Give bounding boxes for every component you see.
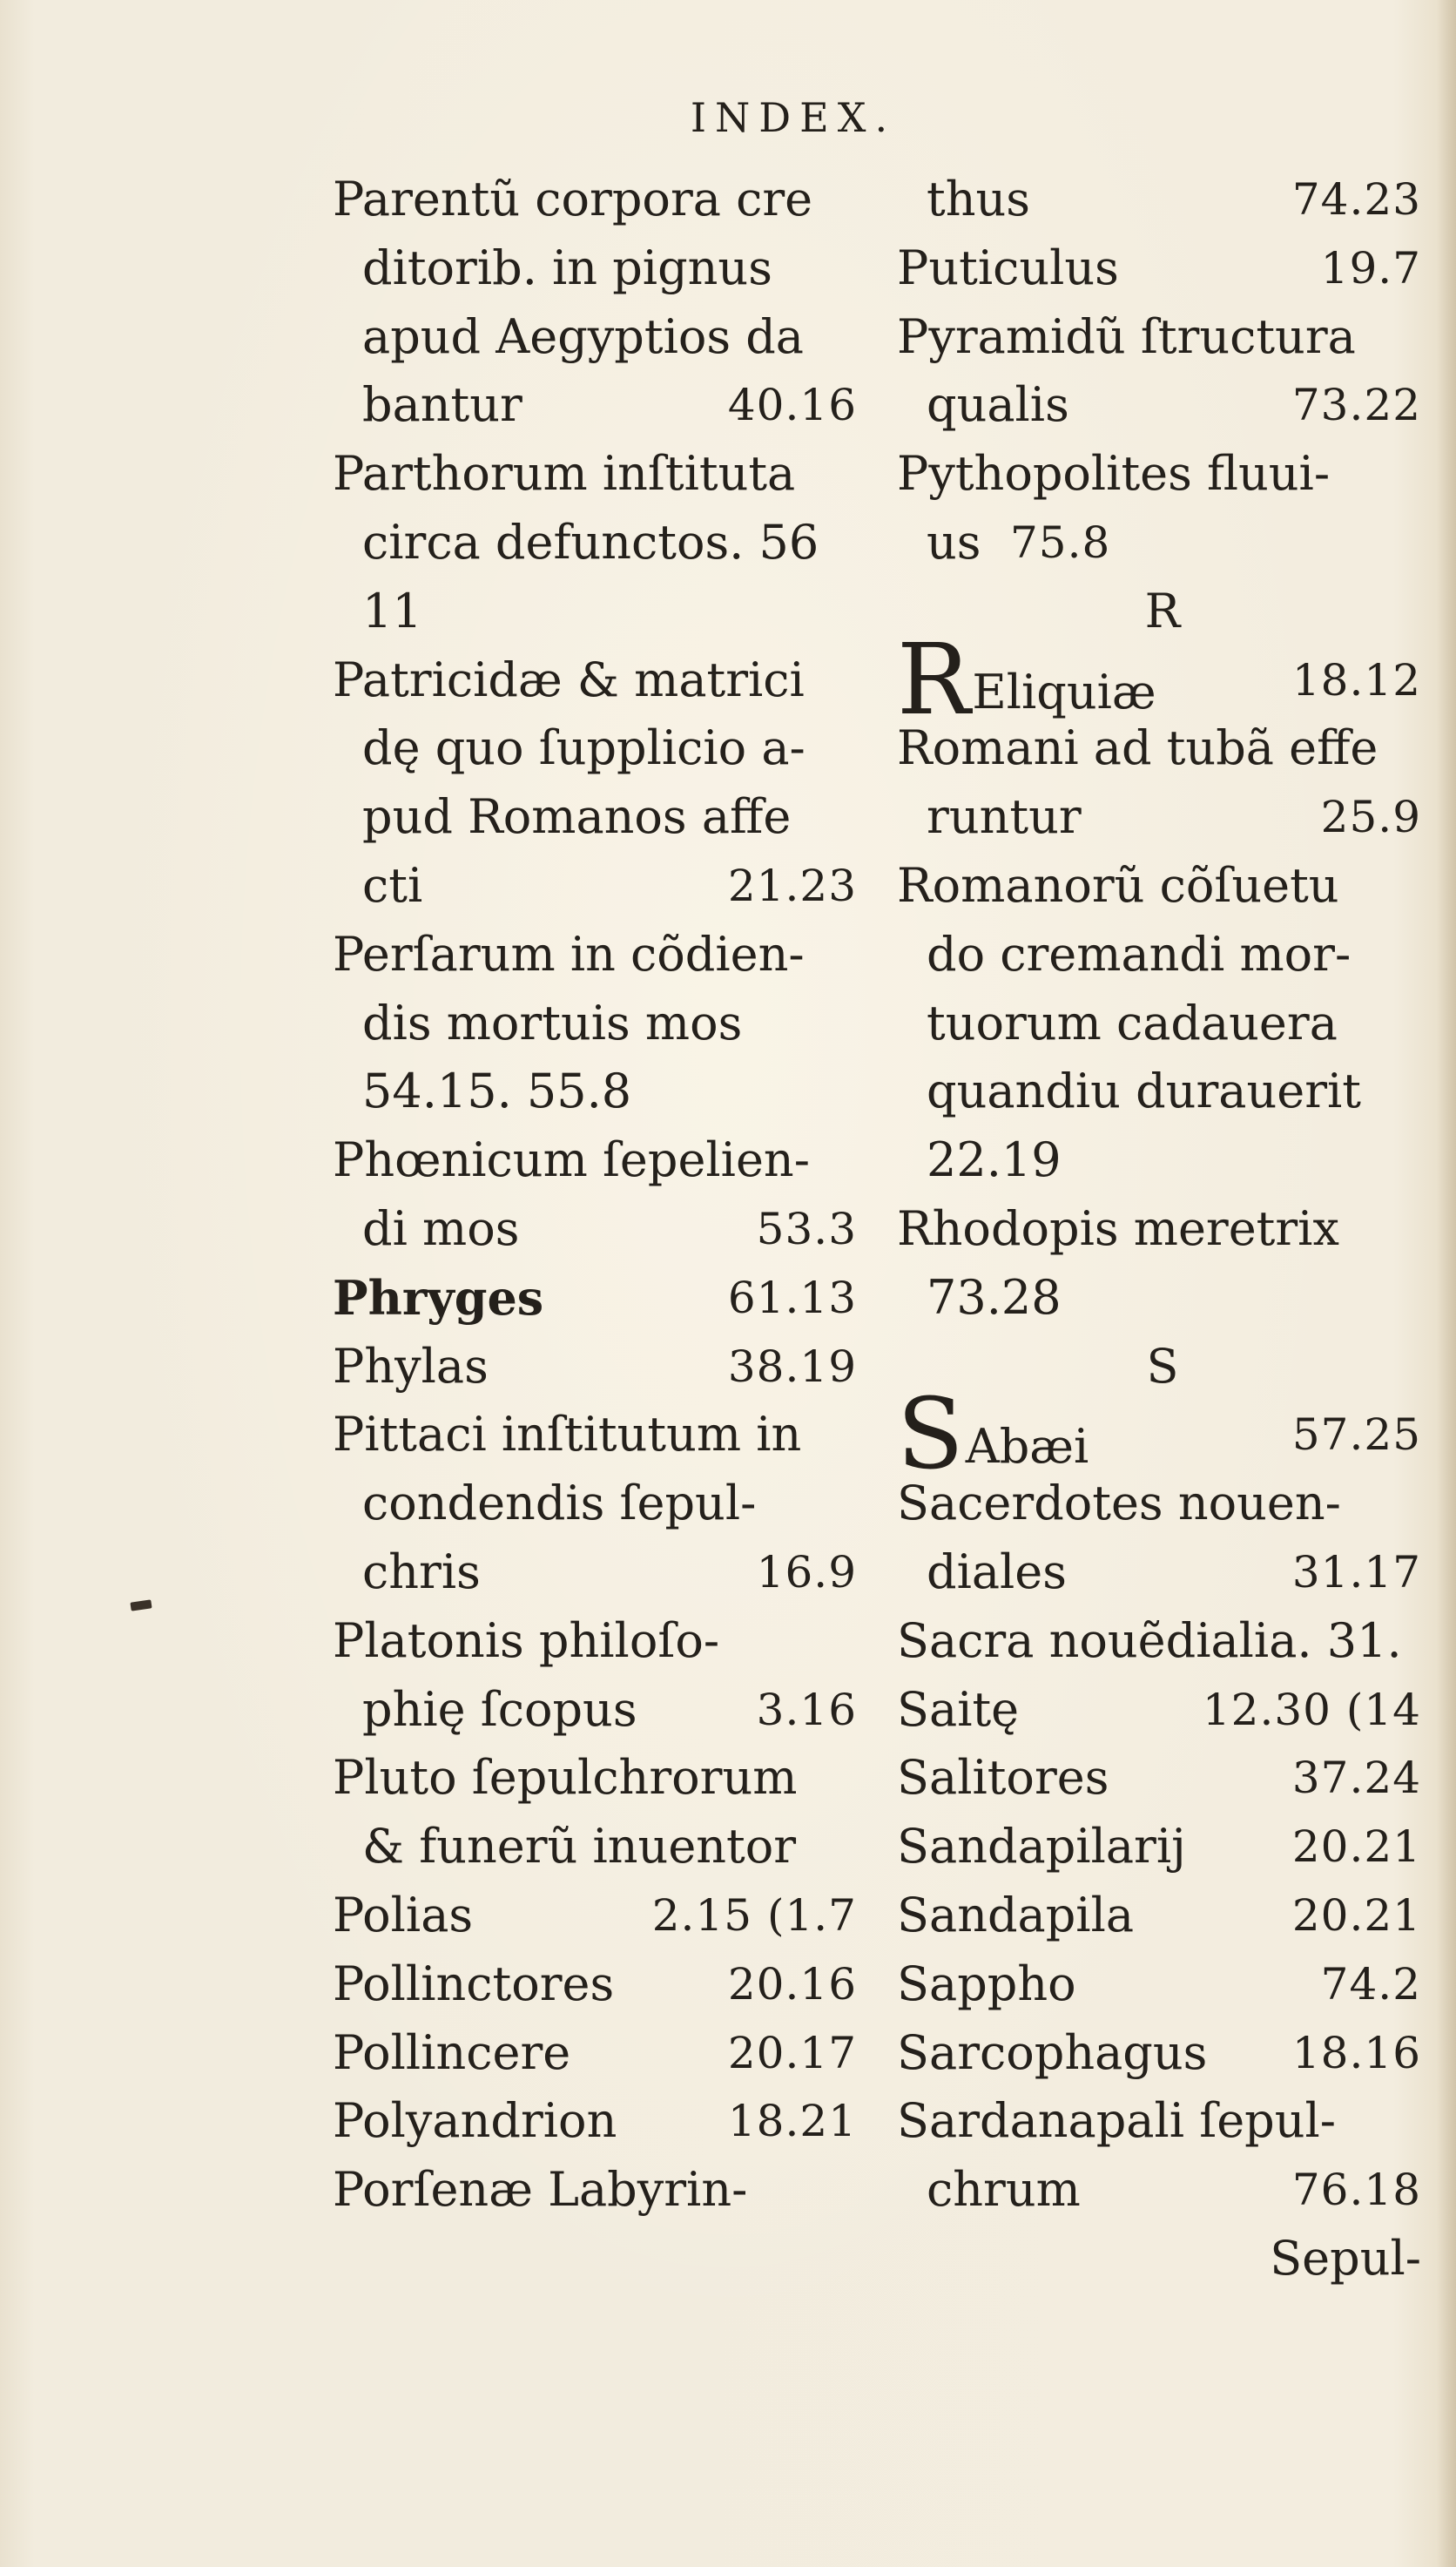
index-entry-continuation <box>897 166 1428 234</box>
index-entry-continuation <box>333 234 864 303</box>
index-entry-line <box>333 440 864 509</box>
page-reference: 18.21 <box>727 2096 857 2147</box>
entry-text: 11 <box>362 583 422 638</box>
page-reference: 53.3 <box>756 1203 857 1254</box>
index-entry-line <box>333 921 864 990</box>
page-reference: 20.16 <box>727 1958 857 2010</box>
entry-text: circa defunctos. 56 <box>362 514 819 570</box>
index-entry-line <box>897 1607 1428 1676</box>
entry-text: qualis <box>927 377 1069 433</box>
index-entry-line <box>897 852 1428 921</box>
index-entry-continuation <box>897 1538 1428 1607</box>
entry-text: Romanorũ cõſuetu <box>897 857 1339 913</box>
page-edge-shadow <box>1437 0 1456 2567</box>
entry-text: runtur <box>927 789 1082 845</box>
index-entry-continuation <box>897 2156 1428 2225</box>
page-reference: 75.8 <box>1010 517 1111 568</box>
entry-text: & funerũ inuentor <box>362 1819 797 1875</box>
entry-text: Sardanapali ſepul- <box>897 2093 1337 2149</box>
page-reference: 38.19 <box>727 1341 857 1392</box>
entry-text: thus <box>927 172 1030 226</box>
index-entry-continuation <box>333 1195 864 1264</box>
index-entry-continuation <box>333 371 864 440</box>
index-entry-line <box>333 1264 864 1333</box>
index-entry-line <box>333 1126 864 1195</box>
index-entry-line <box>333 1744 864 1813</box>
entry-text: Porſenæ Labyrin- <box>333 2162 748 2218</box>
page-reference: 74.2 <box>1320 1958 1421 2010</box>
entry-text: 73.28 <box>927 1269 1062 1325</box>
entry-text: Sacerdotes nouen- <box>897 1476 1341 1531</box>
entry-text: Sarcophagus <box>897 2024 1208 2080</box>
entry-text: Perſarum in cõdien- <box>333 926 805 982</box>
page-reference: 20.17 <box>727 2027 857 2078</box>
entry-text: chris <box>362 1544 481 1599</box>
entry-text: condendis ſepul- <box>362 1476 757 1531</box>
entry-text: Pollinctores <box>333 1956 615 2011</box>
index-entry-line <box>897 303 1428 372</box>
index-entry-continuation <box>897 1126 1428 1195</box>
page-reference: 20.21 <box>1291 1821 1421 1873</box>
entry-text: Eliquiæ <box>972 664 1156 719</box>
entry-text: apud Aegyptios da <box>362 308 804 364</box>
page-reference: 20.21 <box>1291 1889 1421 1941</box>
entry-text: Platonis philoſo- <box>333 1612 720 1668</box>
entry-text: Pluto ſepulchrorum <box>333 1750 798 1806</box>
entry-text: Phryges <box>333 1269 544 1326</box>
entry-text: Polyandrion <box>333 2093 617 2149</box>
entry-text: Phylas <box>333 1338 489 1394</box>
entry-text: Saitę <box>897 1681 1020 1737</box>
entry-text: dę quo ſupplicio a- <box>362 720 806 776</box>
entry-text: Parthorum inſtituta <box>333 446 796 502</box>
index-entry-line <box>333 2087 864 2156</box>
entry-text: Phœnicum ſepelien- <box>333 1132 810 1188</box>
section-letter-heading <box>897 1333 1428 1402</box>
index-entry-continuation <box>333 578 864 646</box>
page-reference: 3.16 <box>756 1684 857 1735</box>
entry-text: quandiu durauerit <box>927 1064 1361 1119</box>
entry-text: us <box>927 514 981 570</box>
entry-text: Patricidæ & matrici <box>333 652 805 707</box>
page-reference: 74.23 <box>1291 174 1421 225</box>
page-reference: 31.17 <box>1291 1546 1421 1598</box>
catchword <box>897 2225 1428 2293</box>
entry-text: Parentũ corpora cre <box>333 172 813 226</box>
entry-text: S <box>1146 1338 1179 1394</box>
index-entry-continuation <box>333 990 864 1058</box>
entry-text: Pythopolites fluui- <box>897 446 1331 502</box>
index-entry-line <box>897 2087 1428 2156</box>
entry-text: cti <box>362 857 423 913</box>
index-entry-line <box>897 1744 1428 1813</box>
index-entry-line <box>333 2019 864 2088</box>
index-entry-continuation <box>897 783 1428 852</box>
entry-text: phię ſcopus <box>362 1681 637 1737</box>
page-reference: 25.9 <box>1320 792 1421 843</box>
index-entry-line <box>333 2156 864 2225</box>
entry-text: di mos <box>362 1200 520 1256</box>
index-entry-continuation <box>333 303 864 372</box>
index-entry-line <box>897 440 1428 509</box>
page-reference: 76.18 <box>1291 2165 1421 2216</box>
page-reference: 18.16 <box>1291 2027 1421 2078</box>
index-entry-line <box>333 1950 864 2019</box>
index-entry-line <box>897 623 1428 737</box>
entry-text: Polias <box>333 1887 474 1942</box>
index-entry-line <box>333 1607 864 1676</box>
drop-capital: S <box>897 1378 964 1492</box>
index-entry-line <box>897 1378 1428 1492</box>
section-letter-heading <box>897 578 1428 646</box>
entry-text: do cremandi mor- <box>927 926 1352 982</box>
entry-text: pud Romanos affe <box>362 789 792 845</box>
entry-text: Romani ad tubã effe <box>897 720 1378 776</box>
index-entry-line <box>333 1401 864 1469</box>
entry-text: Sappho <box>897 1956 1076 2011</box>
index-entry-continuation <box>333 1469 864 1538</box>
entry-text: dis mortuis mos <box>362 995 743 1050</box>
index-entry-line <box>897 234 1428 303</box>
entry-text: Puticulus <box>897 240 1119 295</box>
entry-text: diales <box>927 1544 1067 1599</box>
index-entry-line <box>897 1195 1428 1264</box>
entry-text: Pittaci inſtitutum in <box>333 1407 802 1463</box>
entry-text: Pollincere <box>333 2024 571 2080</box>
page-reference: 12.30 (14 <box>1202 1684 1421 1735</box>
index-entry-continuation <box>333 1538 864 1607</box>
entry-text: Sacra nouẽdialia. 31. <box>897 1612 1402 1668</box>
index-entry-line <box>897 714 1428 783</box>
entry-text: Sandapilarij <box>897 1819 1186 1875</box>
index-entry-continuation <box>333 783 864 852</box>
page-reference: 57.25 <box>1291 1409 1421 1461</box>
index-entry-line <box>333 166 864 234</box>
page-reference: 37.24 <box>1291 1753 1421 1804</box>
index-entry-line <box>897 1469 1428 1538</box>
entry-text: Pyramidũ ſtructura <box>897 308 1356 364</box>
index-entry-line <box>897 2019 1428 2088</box>
index-entry-continuation <box>897 990 1428 1058</box>
page-reference: 73.22 <box>1291 380 1421 431</box>
page-reference: 18.12 <box>1291 654 1421 706</box>
entry-text: tuorum cadauera <box>927 995 1338 1050</box>
entry-text: 54.15. 55.8 <box>362 1064 632 1119</box>
entry-text: Rhodopis meretrix <box>897 1200 1339 1256</box>
drop-capital: R <box>897 623 971 737</box>
index-entry-continuation <box>897 371 1428 440</box>
index-entry-line <box>333 646 864 715</box>
entry-text: Sandapila <box>897 1887 1135 1942</box>
page-reference: 61.13 <box>727 1272 857 1323</box>
index-entry-continuation <box>333 509 864 578</box>
entry-text: ditorib. in pignus <box>362 240 772 295</box>
index-column-left <box>333 166 864 2225</box>
running-header: INDEX. <box>690 94 897 141</box>
page-reference: 19.7 <box>1320 242 1421 294</box>
index-entry-line <box>333 1881 864 1950</box>
entry-text: chrum <box>927 2162 1081 2218</box>
index-entry-line <box>897 1676 1428 1745</box>
index-entry-continuation <box>897 921 1428 990</box>
index-entry-continuation <box>333 714 864 783</box>
index-entry-line <box>897 1813 1428 1881</box>
index-entry-continuation <box>897 509 1428 578</box>
page-reference: 16.9 <box>756 1546 857 1598</box>
entry-text: 22.19 <box>927 1132 1062 1188</box>
entry-text: Abæi <box>965 1419 1089 1475</box>
index-entry-continuation <box>333 852 864 921</box>
index-entry-continuation <box>897 1264 1428 1333</box>
index-entry-line <box>333 1333 864 1402</box>
index-entry-continuation <box>333 1676 864 1745</box>
index-column-right <box>897 166 1428 2293</box>
entry-text: Salitores <box>897 1750 1109 1806</box>
entry-text: bantur <box>362 377 522 433</box>
index-entry-continuation <box>333 1057 864 1126</box>
index-entry-continuation <box>333 1813 864 1881</box>
index-entry-line <box>897 1881 1428 1950</box>
page-reference: 40.16 <box>727 380 857 431</box>
page-reference: 2.15 (1.7 <box>651 1889 857 1941</box>
ink-mark <box>130 1599 152 1611</box>
index-entry-continuation <box>897 1057 1428 1126</box>
entry-text: R <box>1144 583 1181 638</box>
index-entry-line <box>897 1950 1428 2019</box>
entry-text: Sepul- <box>1270 2230 1421 2286</box>
page-reference: 21.23 <box>727 860 857 911</box>
